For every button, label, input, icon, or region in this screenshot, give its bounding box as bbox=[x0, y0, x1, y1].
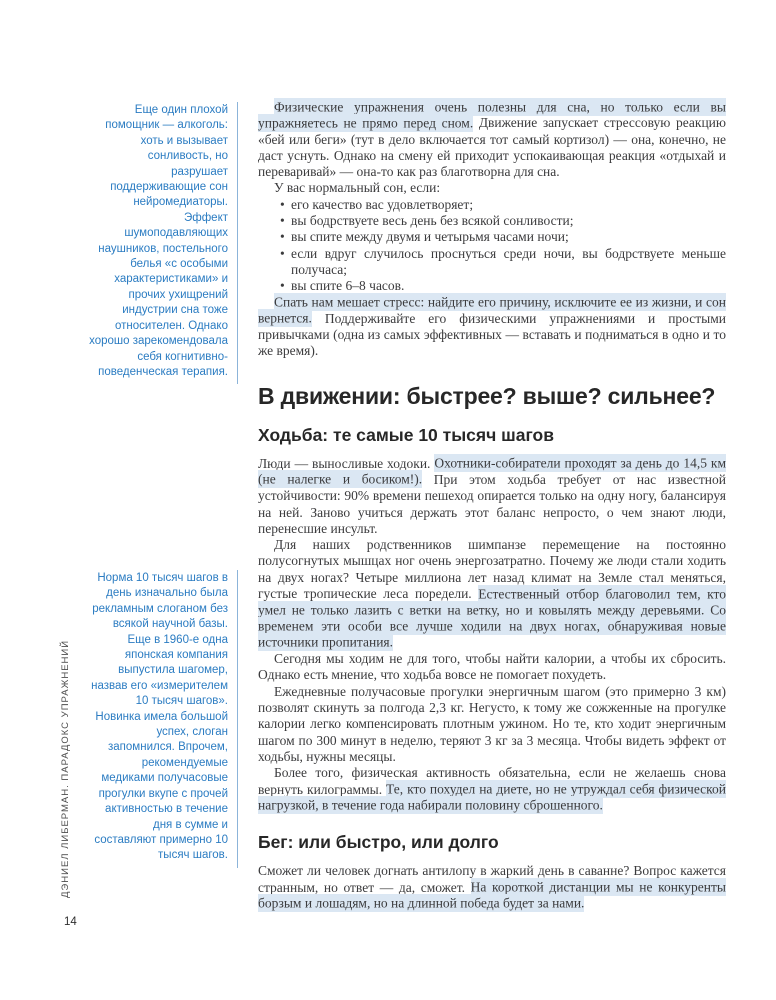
body-text: Поддерживайте его физическими упражнениями и простыми привычками (одна из самых эффективных — вставать и подниматься в одно и то же время). bbox=[258, 310, 726, 359]
bullet-item: • вы спите 6–8 часов. bbox=[291, 278, 726, 294]
body-text: Сегодня мы ходим не для того, чтобы найти калории, а чтобы их сбросить. Однако есть мнение, что ходьба вовсе не помогает похудеть. bbox=[258, 651, 726, 683]
margin-note-text: Еще один плохой помощник — алкоголь: хоть и вызывает сонливость, но разрушает поддерживающие сон нейромедиаторы. Эффект шумоподавляющих наушников, постельного белья «с особыми характеристиками» и прочих ухищрений индустрии сна тоже относителен. Однако хорошо зарекомендовала себя когнитивно-поведенческая терапия. bbox=[89, 104, 228, 378]
body-text: У вас нормальный сон, если: bbox=[274, 180, 441, 196]
paragraph bbox=[258, 651, 726, 684]
bullet-list bbox=[258, 197, 726, 295]
book-title-vertical: ДЭНИЕЛ ЛИБЕРМАН. ПАРАДОКС УПРАЖНЕНИЙ bbox=[60, 639, 71, 898]
highlighted-text: Естественный отбор благоволил тем, кто умел не только лазить с ветки на ветку, но и ковылять между деревьями. Со временем эти особи все лучше ходили на двух ногах, обнаруживая новые источники пропитания. bbox=[258, 586, 726, 650]
paragraph bbox=[258, 765, 726, 814]
page-number: 14 bbox=[64, 916, 77, 928]
bullet-item: • вы спите между двумя и четырьмя часами ночи; bbox=[291, 229, 726, 245]
body-text: Движение запускает стрессовую реакцию «бей или беги» (тут в дело включается тот самый кортизол) — она, конечно, не даст уснуть. Однако на смену ей приходит успокаивающая реакция «отдыхай и переваривай» — она-то как раз благотворна для сна. bbox=[258, 115, 726, 180]
paragraph bbox=[258, 295, 726, 360]
margin-note-text: Норма 10 тысяч шагов в день изначально была рекламным слоганом без всякой научной базы. Еще в 1960-е одна японская компания выпустила шагомер, назвав его «измерителем 10 тысяч шагов». Новинка имела большой успех, слоган запомнился. Впрочем, рекомендуемые медиками получасовые прогулки вкупе с прочей активностью в течение дня в сумме и составляют примерно 10 тысяч шагов. bbox=[91, 572, 228, 862]
paragraph bbox=[258, 863, 726, 912]
sub-heading: Ходьба: те самые 10 тысяч шагов bbox=[258, 424, 554, 445]
sub-heading: Бег: или быстро, или долго bbox=[258, 832, 499, 853]
main-text-column bbox=[258, 99, 726, 912]
bullet-item: • его качество вас удовлетворяет; bbox=[291, 197, 726, 213]
paragraph bbox=[258, 99, 726, 180]
paragraph bbox=[258, 684, 726, 765]
bullet-item: • вы бодрствуете весь день без всякой сонливости; bbox=[291, 213, 726, 229]
body-text: Ежедневные получасовые прогулки энергичным шагом (это примерно 3 км) позволят скинуть за полгода 2,3 кг. Негусто, к тому же сожженные на прогулке калории легко компенсировать плотным ужином. Но те, кто ходит энергичным шагом по 300 минут в неделю, теряют 3 кг за 3 месяца. Чтобы видеть эффект от ходьбы, нужны месяцы. bbox=[258, 683, 726, 764]
highlighted-text: На короткой дистанции мы не конкуренты борзым и лошадям, но на длинной победа будет за нами. bbox=[258, 879, 726, 911]
highlighted-text: Физические упражнения очень полезны для сна, но только если вы упражняетесь не прямо перед сном. bbox=[258, 99, 726, 131]
paragraph bbox=[258, 456, 726, 537]
body-text: Более того, физическая активность обязательна, если не желаешь снова вернуть килограммы. bbox=[258, 765, 726, 797]
paragraph bbox=[258, 180, 726, 196]
paragraph bbox=[258, 537, 726, 651]
body-text: Для наших родственников шимпанзе перемещение на постоянно полусогнутых мышцах ног очень энергозатратно. Почему же люди стали ходить на двух ногах? Четыре миллиона лет назад климат на Земле стал меняться, густые тропические леса поредели. bbox=[258, 537, 726, 601]
highlighted-text: Те, кто похудел на диете, но не утруждал себя физической нагрузкой, в течение года набирали половину сброшенного. bbox=[258, 781, 726, 813]
margin-note-10k-steps bbox=[88, 570, 238, 868]
highlighted-text: Спать нам мешает стресс: найдите его причину, исключите ее из жизни, и сон вернется. bbox=[258, 294, 726, 326]
highlighted-text: Охотники-собиратели проходят за день до 14,5 км (не налегке и босиком!). bbox=[258, 455, 726, 487]
body-text: Люди — выносливые ходоки. bbox=[258, 455, 435, 471]
margin-note-alcohol-sleep bbox=[88, 102, 238, 384]
body-text: При этом ходьба требует от нас известной устойчивости: 90% времени пешеход опирается только на одну ногу, балансируя на ней. Заново учиться держать этот баланс непросто, о чем знают люди, перенесшие инсульт. bbox=[258, 471, 726, 536]
body-text: Сможет ли человек догнать антилопу в жаркий день в саванне? Вопрос кажется странным, но ответ — да, сможет. bbox=[258, 863, 726, 895]
bullet-item: • если вдруг случилось проснуться среди ночи, вы бодрствуете меньше получаса; bbox=[291, 246, 726, 279]
section-heading: В движении: быстрее? выше? сильнее? bbox=[258, 382, 716, 409]
